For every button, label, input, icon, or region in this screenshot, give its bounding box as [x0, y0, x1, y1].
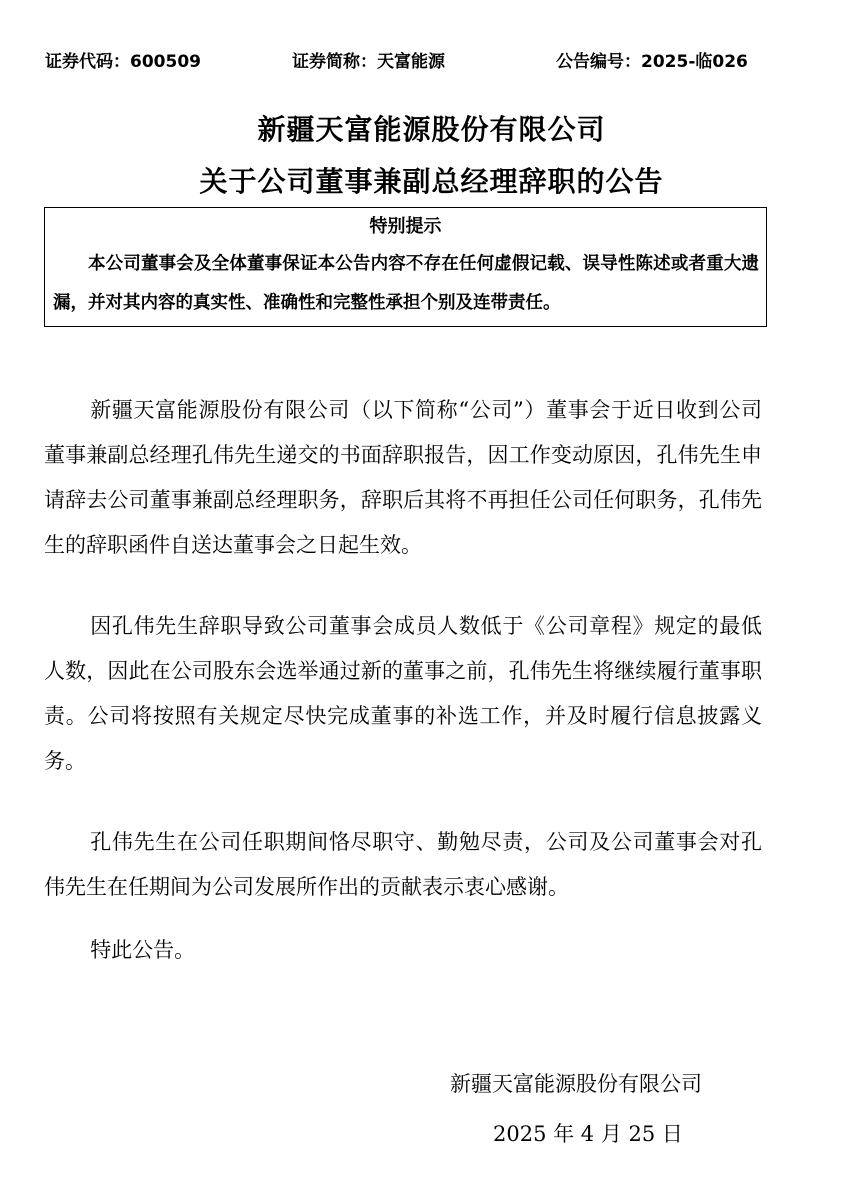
signature-company: 新疆天富能源股份有限公司: [450, 1072, 702, 1096]
body-paragraph: 新疆天富能源股份有限公司（以下简称“公司”）董事会于近日收到公司董事兼副总经理孔伟先生递交的书面辞职报告，因工作变动原因，孔伟先生申请辞去公司董事兼副总经理职务，辞职后其将不再担任公司任何职务，孔伟先生的辞职函件自送达董事会之日起生效。: [44, 398, 762, 557]
document-header: [0, 47, 863, 73]
security-code: 证券代码：600509: [45, 52, 201, 72]
body-paragraph: 孔伟先生在公司任职期间恪尽职守、勤勉尽责，公司及公司董事会对孔伟先生在任期间为公司发展所作出的贡献表示衷心感谢。: [44, 830, 762, 899]
special-notice-box: [44, 207, 767, 327]
company-title: 新疆天富能源股份有限公司: [257, 113, 606, 146]
announcement-title: 关于公司董事兼副总经理辞职的公告: [199, 165, 664, 198]
body-paragraph: 因孔伟先生辞职导致公司董事会成员人数低于《公司章程》规定的最低人数，因此在公司股东会选举通过新的董事之前，孔伟先生将继续履行董事职责。公司将按照有关规定尽快完成董事的补选工作，并及时履行信息披露义务。: [44, 614, 762, 773]
announcement-number: 公告编号：2025-临026: [556, 52, 748, 72]
closing-statement: 特此公告。: [90, 938, 196, 962]
security-abbreviation: 证券简称：天富能源: [292, 52, 445, 72]
special-notice-heading: 特别提示: [369, 216, 442, 237]
special-notice-text: 本公司董事会及全体董事保证本公告内容不存在任何虚假记载、误导性陈述或者重大遗漏，并对其内容的真实性、准确性和完整性承担个别及连带责任。: [53, 254, 759, 313]
signature-date: 2025 年 4 月 25 日: [493, 1122, 683, 1146]
